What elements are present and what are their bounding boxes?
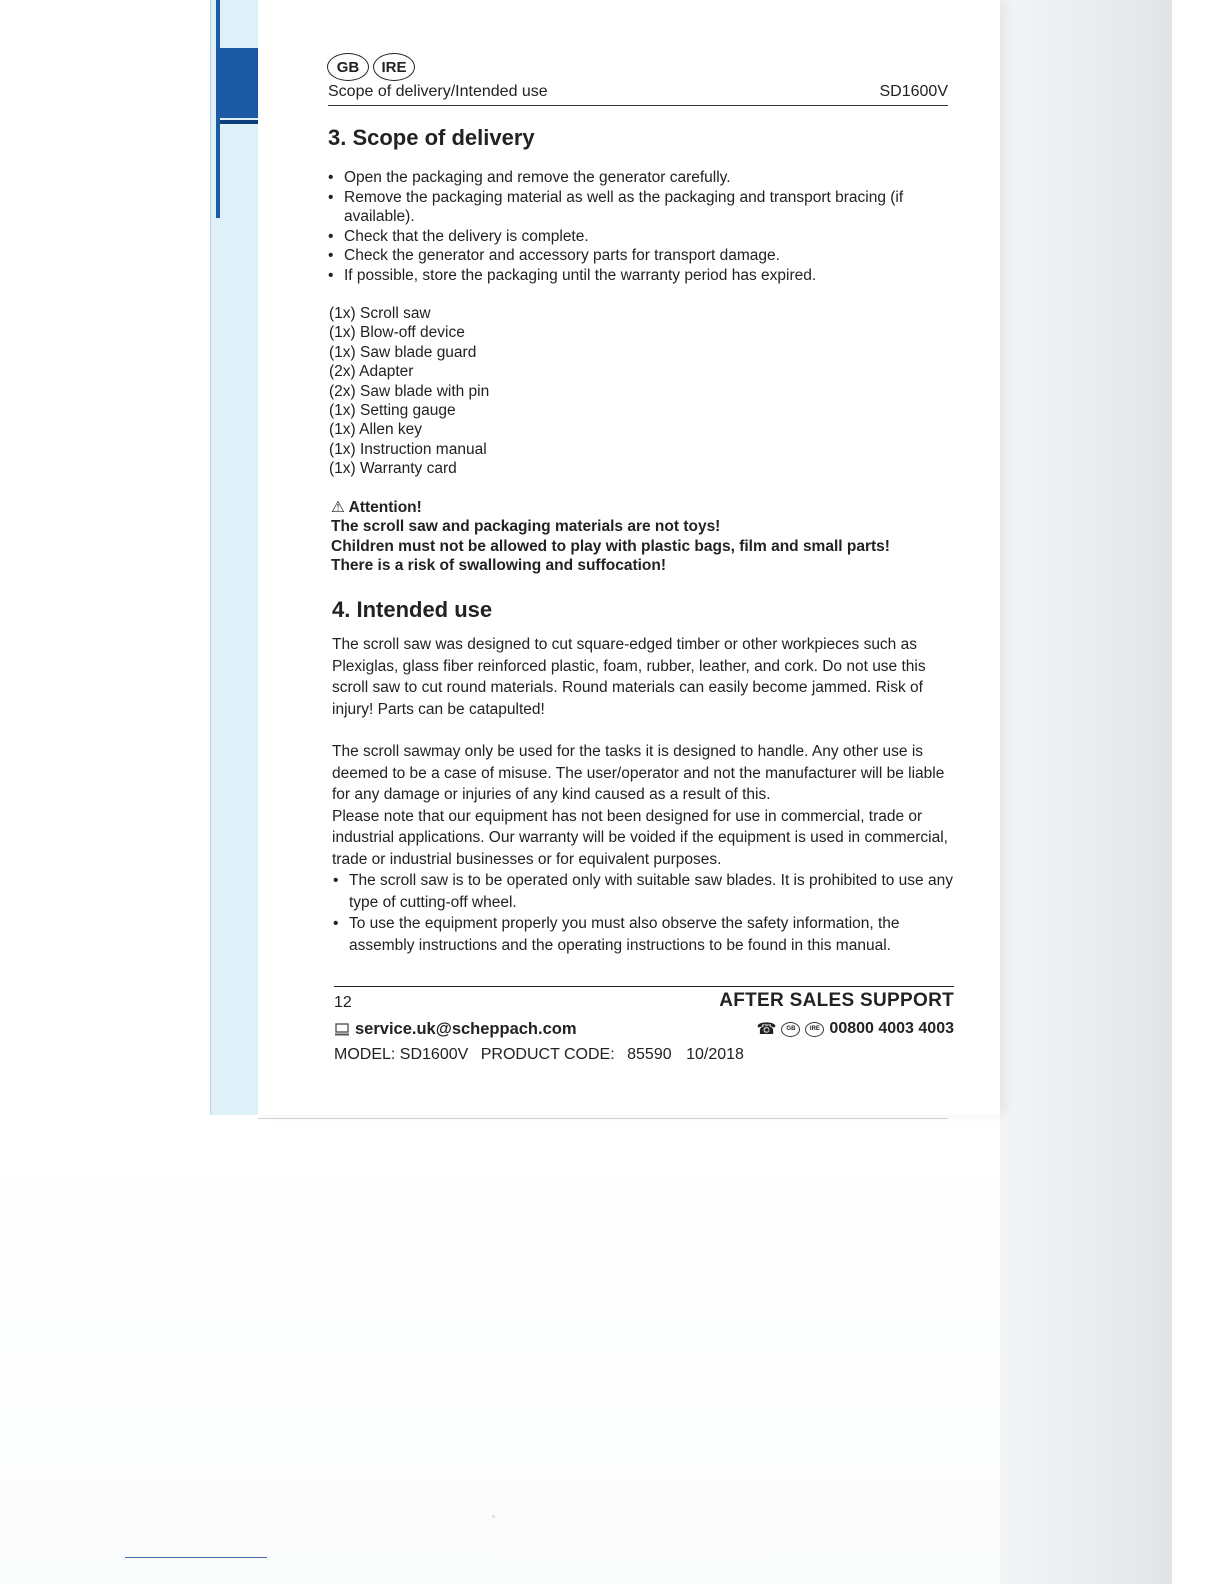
attention-line: The scroll saw and packaging materials are not toys! — [331, 518, 721, 536]
footer-divider — [334, 986, 954, 987]
list-item: • To use the equipment properly you must also observe the safety information, the assembly instructions and the operating instructions to be found in this manual. — [333, 913, 953, 956]
phone-icon: ☎ — [756, 1021, 777, 1038]
attention-title: Attention! — [348, 499, 422, 516]
delivery-item: (1x) Setting gauge — [329, 402, 456, 420]
badge-ire: IRE — [373, 53, 415, 81]
page-edge-line — [258, 1118, 948, 1119]
edition-date: 10/2018 — [686, 1046, 744, 1063]
support-phone-row — [756, 1019, 954, 1039]
delivery-item: (1x) Blow-off device — [329, 324, 465, 342]
intended-use-paragraph: The scroll saw was designed to cut square-edged timber or other workpieces such as Plexiglas, glass fiber reinforced plastic, foam, rubber, leather, and cork. Do not use this scroll saw to cut round materials. Round materials can easily become jammed. Risk of injury! Parts can be catapulted! — [332, 636, 926, 718]
model-code: SD1600V — [879, 83, 948, 100]
delivery-item: (2x) Adapter — [329, 363, 414, 381]
commercial-use-paragraph: Please note that our equipment has not been designed for use in commercial, trade or industrial applications. Our warranty will be voided if the equipment is used in commercial, trade or industrial businesses or for equivalent purposes. — [332, 807, 948, 868]
scan-artifact-line — [125, 1557, 267, 1558]
intended-use-heading: 4. Intended use — [332, 597, 493, 622]
misuse-paragraphs — [332, 741, 952, 871]
section-title: Scope of delivery/Intended use — [328, 83, 548, 100]
support-email[interactable]: service.uk@scheppach.com — [355, 1020, 577, 1038]
delivery-item: (1x) Allen key — [329, 421, 423, 439]
attention-line: Children must not be allowed to play with plastic bags, film and small parts! — [331, 537, 890, 555]
list-item: • The scroll saw is to be operated only with suitable saw blades. It is prohibited to use any type of cutting-off wheel. — [333, 870, 953, 913]
list-item: • If possible, store the packaging until the warranty period has expired. — [328, 266, 928, 286]
attention-notice — [331, 498, 951, 575]
computer-icon — [335, 1023, 349, 1036]
language-badges — [327, 53, 415, 81]
badge-gb-small: GB — [781, 1022, 800, 1037]
scan-artifact-dot — [492, 1515, 495, 1518]
attention-title-row — [331, 498, 951, 517]
product-code: 85590 — [627, 1046, 672, 1063]
list-item: • Check the generator and accessory parts for transport damage. — [328, 246, 928, 266]
delivery-item: (1x) Saw blade guard — [329, 343, 477, 361]
delivery-item: (1x) Instruction manual — [329, 440, 487, 458]
spine-blue-block — [220, 48, 258, 118]
scope-steps-list — [328, 168, 928, 285]
delivery-item: (1x) Scroll saw — [329, 305, 431, 322]
warning-icon: ⚠ — [331, 499, 345, 516]
scope-heading: 3. Scope of delivery — [328, 125, 535, 150]
badge-gb: GB — [327, 53, 369, 81]
delivery-items-list — [329, 304, 489, 479]
spine-stripe — [220, 120, 258, 124]
intended-use-bullets — [333, 870, 953, 956]
page-header — [328, 83, 948, 106]
list-item: • Open the packaging and remove the generator carefully. — [328, 168, 928, 188]
list-item: • Remove the packaging material as well as the packaging and transport bracing (if available). — [328, 188, 928, 227]
product-code-label: PRODUCT CODE: — [480, 1046, 615, 1063]
product-info-row — [334, 1046, 752, 1064]
attention-line: There is a risk of swallowing and suffocation! — [331, 556, 667, 574]
misuse-paragraph: The scroll sawmay only be used for the tasks it is designed to handle. Any other use is deemed to be a case of misuse. The user/operator and not the manufacturer will be liable for any damage or injuries of any kind caused as a result of this. — [332, 743, 945, 804]
support-phone: 00800 4003 4003 — [829, 1020, 954, 1037]
badge-ire-small: IRE — [805, 1022, 824, 1037]
delivery-item: (1x) Warranty card — [329, 460, 457, 478]
support-email-row — [335, 1020, 577, 1039]
page-number: 12 — [334, 994, 352, 1011]
list-item: • Check that the delivery is complete. — [328, 227, 928, 247]
delivery-item: (2x) Saw blade with pin — [329, 382, 490, 400]
model-label: MODEL: SD1600V — [334, 1046, 469, 1063]
scan-background-edge — [1172, 0, 1224, 1584]
after-sales-title: AFTER SALES SUPPORT — [719, 990, 954, 1011]
